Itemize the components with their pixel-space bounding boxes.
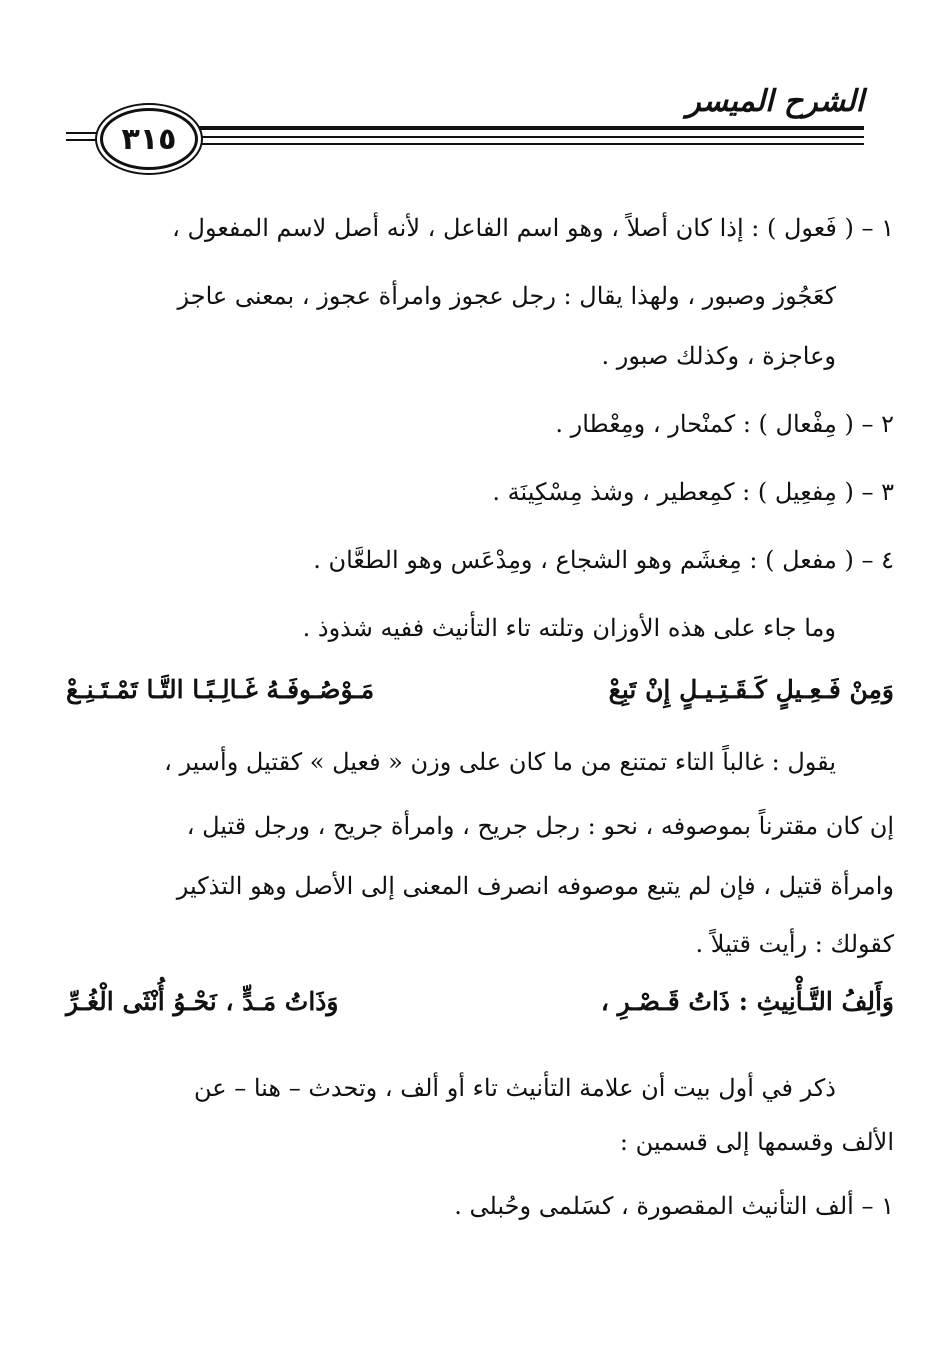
- text-line: ١ – ( فَعول ) : إذا كان أصلاً ، وهو اسم الفاعل ، لأنه أصل لاسم المفعول ،: [172, 214, 894, 242]
- text-line: ٢ – ( مِفْعال ) : كمنْحار ، ومِعْطار .: [555, 410, 894, 438]
- text-line: ٣ – ( مِفعِيل ) : كمِعطير ، وشذ مِسْكِينَة .: [492, 478, 894, 506]
- text-line: الألف وقسمها إلى قسمين :: [619, 1128, 894, 1156]
- text-line: يقول : غالباً التاء تمتنع من ما كان على وزن « فعيل » كقتيل وأسير ،: [164, 748, 836, 776]
- header-rule: [190, 136, 864, 138]
- header-rule-left: [66, 139, 102, 141]
- verse-hemistich-right: وَمِنْ فَـعِـيلٍ كَـقَـتِـيـلٍ إِنْ تَبِعْ: [608, 675, 894, 704]
- verse-hemistich-left: مَـوْصُـوفَـهُ غَـالِـبًـا التَّـا تَمْـتَـنِـعْ: [66, 675, 375, 704]
- text-line: إن كان مقترناً بموصوفه ، نحو : رجل جريح ، وامرأة جريح ، ورجل قتيل ،: [186, 812, 894, 840]
- book-title: الشرح الميسر: [686, 84, 864, 119]
- header-rule-left: [66, 132, 102, 134]
- text-line: وامرأة قتيل ، فإن لم يتبع موصوفه انصرف المعنى إلى الأصل وهو التذكير: [176, 872, 894, 900]
- verse-line: [66, 670, 894, 710]
- text-line: كعَجُوز وصبور ، ولهذا يقال : رجل عجوز وامرأة عجوز ، بمعنى عاجز: [177, 282, 836, 310]
- page-number: ٣١٥: [100, 108, 198, 170]
- verse-hemistich-left: وَذَاتُ مَـدٍّ ، نَحْـوُ أُنْثَى الْغُـرِّ: [66, 987, 339, 1016]
- text-line: كقولك : رأيت قتيلاً .: [695, 930, 894, 958]
- text-line: ذكر في أول بيت أن علامة التأنيث تاء أو ألف ، وتحدث – هنا – عن: [194, 1074, 836, 1102]
- verse-hemistich-right: وَأَلِفُ التَّـأْنِيثِ : ذَاتُ قَـصْـرِ ،: [600, 987, 894, 1016]
- text-line: وما جاء على هذه الأوزان وتلته تاء التأنيث ففيه شذوذ .: [302, 614, 836, 642]
- header-rule: [190, 143, 864, 145]
- text-line: ٤ – ( مفعل ) : مِغشَم وهو الشجاع ، ومِدْعَس وهو الطعَّان .: [313, 546, 894, 574]
- header-rule: [190, 126, 864, 130]
- page-header: [0, 0, 944, 180]
- text-line: وعاجزة ، وكذلك صبور .: [601, 342, 836, 370]
- text-line: ١ – ألف التأنيث المقصورة ، كسَلمى وحُبلى .: [454, 1192, 894, 1220]
- verse-line: [66, 982, 894, 1022]
